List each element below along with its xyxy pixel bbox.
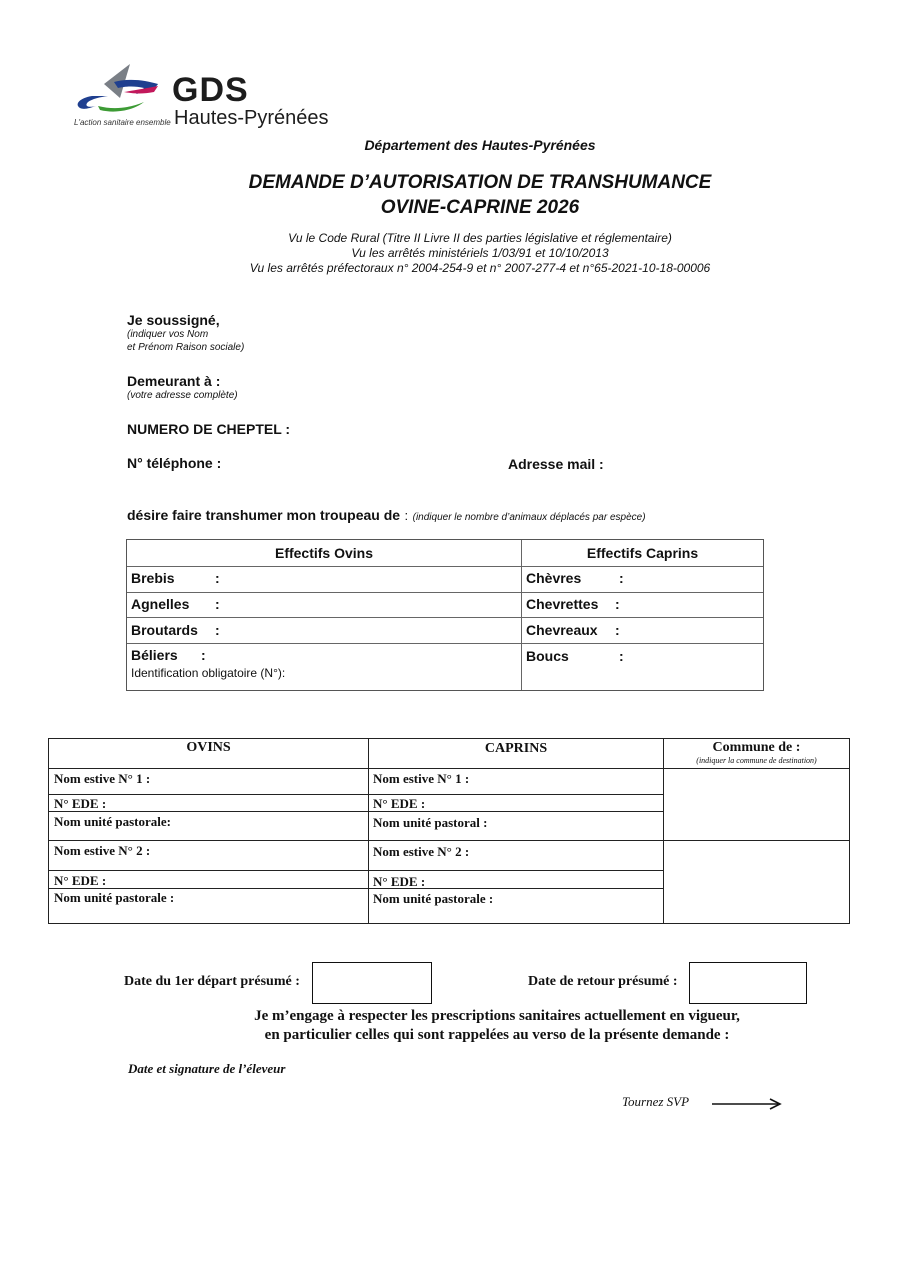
legal-reference-2: Vu les arrêtés ministériels 1/03/91 et 10/10/2013 xyxy=(351,246,609,260)
ovin-agnelles-label: Agnelles xyxy=(131,596,190,612)
caprin-unite2-label: Nom unité pastorale : xyxy=(373,891,494,906)
estives-ovins-header: OVINS xyxy=(186,740,231,755)
ovin-agnelles-colon: : xyxy=(215,596,220,612)
caprin-boucs-colon: : xyxy=(619,648,624,664)
commune-header: Commune de : xyxy=(712,740,801,755)
ovin-beliers-label: Béliers xyxy=(131,647,178,663)
caprin-chevreaux-colon: : xyxy=(615,622,620,638)
arrow-right-icon xyxy=(712,1097,782,1111)
caprin-unite1-label: Nom unité pastoral : xyxy=(373,815,488,830)
ovin-estive2-label: Nom estive N° 2 : xyxy=(54,843,151,858)
ovin-brebis-colon: : xyxy=(215,570,220,586)
telephone-label: N° téléphone : xyxy=(127,455,222,471)
caprin-chevres-colon: : xyxy=(619,570,624,586)
engagement-line2: en particulier celles qui sont rappelées au verso de la présente demande : xyxy=(264,1027,730,1043)
demeurant-label: Demeurant à : xyxy=(127,373,221,389)
legal-reference-3: Vu les arrêtés préfectoraux n° 2004-254-9 et n° 2007-277-4 et n°65-2021-10-18-00006 xyxy=(249,261,711,275)
soussigne-hint-2: et Prénom Raison sociale) xyxy=(127,342,245,353)
ovin-brebis-label: Brebis xyxy=(131,570,175,586)
ovin-ede1-label: N° EDE : xyxy=(54,796,107,811)
logo-brand: GDS xyxy=(172,71,249,109)
signature-label: Date et signature de l’éleveur xyxy=(128,1061,286,1076)
caprin-chevres-label: Chèvres xyxy=(526,570,582,586)
ovin-ede2-label: N° EDE : xyxy=(54,873,107,888)
form-title-line2: OVINE-CAPRINE 2026 xyxy=(380,197,580,218)
depart-date-box[interactable] xyxy=(312,962,432,1004)
ovin-unite2-label: Nom unité pastorale : xyxy=(54,890,175,905)
caprin-ede1-label: N° EDE : xyxy=(373,796,426,811)
engagement-line1: Je m’engage à respecter les prescriptions sanitaires actuellement en vigueur, xyxy=(254,1008,740,1024)
troupeau-label: désire faire transhumer mon troupeau de xyxy=(127,507,401,523)
form-title-line1: DEMANDE D’AUTORISATION DE TRANSHUMANCE xyxy=(248,172,712,193)
retour-date-box[interactable] xyxy=(689,962,807,1004)
caprin-chevrettes-label: Chevrettes xyxy=(526,596,599,612)
department-heading: Département des Hautes-Pyrénées xyxy=(364,137,596,153)
logo-tagline: L'action sanitaire ensemble xyxy=(74,118,171,127)
ovin-unite1-label: Nom unité pastorale: xyxy=(54,814,171,829)
effectifs-caprins-header: Effectifs Caprins xyxy=(586,545,699,561)
estives-table xyxy=(48,738,850,924)
caprin-ede2-label: N° EDE : xyxy=(373,874,426,889)
mail-label: Adresse mail : xyxy=(508,456,604,472)
ovin-broutards-label: Broutards xyxy=(131,622,198,638)
identification-label: Identification obligatoire (N°): xyxy=(131,666,286,680)
soussigne-hint-1: (indiquer vos Nom xyxy=(127,329,209,340)
troupeau-line xyxy=(127,507,646,525)
soussigne-label: Je soussigné, xyxy=(127,312,220,328)
retour-label: Date de retour présumé : xyxy=(528,974,678,989)
caprin-estive1-label: Nom estive N° 1 : xyxy=(373,771,470,786)
demeurant-hint: (votre adresse complète) xyxy=(127,390,238,401)
commune-hint: (indiquer la commune de destination) xyxy=(696,756,817,765)
caprin-chevrettes-colon: : xyxy=(615,596,620,612)
effectifs-ovins-header: Effectifs Ovins xyxy=(274,545,374,561)
caprin-chevreaux-label: Chevreaux xyxy=(526,622,598,638)
estives-caprins-header: CAPRINS xyxy=(484,741,548,756)
caprin-estive2-label: Nom estive N° 2 : xyxy=(373,844,470,859)
turn-page-label: Tournez SVP xyxy=(622,1094,690,1109)
ovin-beliers-colon: : xyxy=(201,647,206,663)
troupeau-colon: : xyxy=(404,508,409,523)
depart-label: Date du 1er départ présumé : xyxy=(124,974,300,989)
effectifs-table xyxy=(126,539,764,691)
gds-logo-icon xyxy=(74,62,166,120)
ovin-broutards-colon: : xyxy=(215,622,220,638)
troupeau-hint: (indiquer le nombre d’animaux déplacés par espèce) xyxy=(412,512,646,523)
ovin-estive1-label: Nom estive N° 1 : xyxy=(54,771,151,786)
caprin-boucs-label: Boucs xyxy=(526,648,569,664)
cheptel-label: NUMERO DE CHEPTEL : xyxy=(127,421,291,437)
logo-region: Hautes-Pyrénées xyxy=(174,107,329,129)
legal-reference-1: Vu le Code Rural (Titre II Livre II des parties législative et réglementaire) xyxy=(288,231,672,245)
